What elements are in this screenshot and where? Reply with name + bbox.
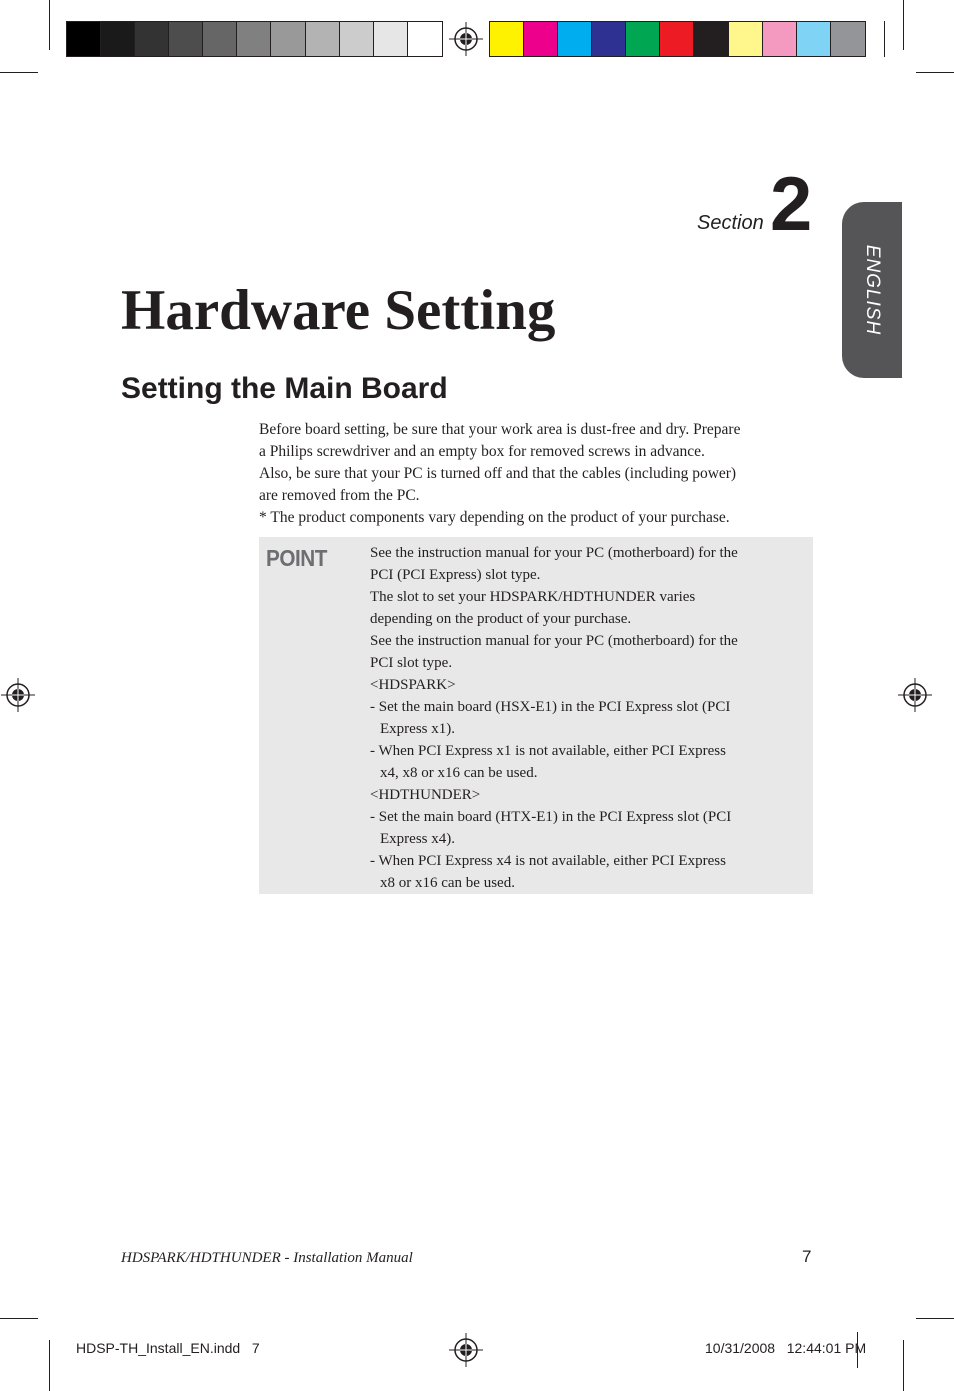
point-line: depending on the product of your purchase. [370, 611, 632, 627]
color-swatch [169, 22, 203, 56]
color-swatch [67, 22, 101, 56]
point-line: PCI slot type. [370, 655, 453, 671]
point-line: See the instruction manual for your PC (motherboard) for the [370, 633, 738, 649]
point-line: Express x4). [380, 831, 455, 847]
intro-line: Also, be sure that your PC is turned off and that the cables (including power) [259, 465, 737, 482]
color-swatch [490, 22, 524, 56]
color-swatch [694, 22, 728, 56]
side-tab-label: ENGLISH [862, 244, 883, 336]
crop-mark [0, 72, 38, 73]
language-side-tab [842, 202, 902, 378]
color-swatch [592, 22, 626, 56]
intro-line: are removed from the PC. [259, 487, 420, 504]
registration-mark-icon [449, 1333, 483, 1367]
point-line: - When PCI Express x4 is not available, either PCI Express [370, 853, 726, 869]
intro-line: * The product components vary depending on the product of your purchase. [259, 509, 730, 526]
process-color-bar [489, 21, 866, 57]
section-word: Section [697, 212, 764, 234]
color-swatch [729, 22, 763, 56]
point-line: PCI (PCI Express) slot type. [370, 567, 541, 583]
crop-mark [916, 1318, 954, 1319]
color-swatch [660, 22, 694, 56]
point-line: x4, x8 or x16 can be used. [380, 765, 538, 781]
crop-mark [0, 1318, 38, 1319]
color-swatch [558, 22, 592, 56]
color-swatch [763, 22, 797, 56]
color-swatch [306, 22, 340, 56]
color-swatch [203, 22, 237, 56]
page-number: 7 [802, 1247, 812, 1266]
point-line: x8 or x16 can be used. [380, 875, 515, 891]
color-swatch [524, 22, 558, 56]
color-swatch [135, 22, 169, 56]
point-label: POINT [266, 545, 328, 571]
crop-mark [903, 0, 904, 50]
footer-manual-title: HDSPARK/HDTHUNDER - Installation Manual [121, 1250, 413, 1266]
color-swatch [271, 22, 305, 56]
color-swatch [101, 22, 135, 56]
color-swatch [408, 22, 442, 56]
registration-mark-icon [449, 22, 483, 56]
crop-mark [903, 1340, 904, 1391]
intro-line: a Philips screwdriver and an empty box for removed screws in advance. [259, 443, 705, 460]
grayscale-color-bar [66, 21, 443, 57]
color-swatch [374, 22, 408, 56]
crop-mark [49, 1340, 50, 1391]
intro-line: Before board setting, be sure that your work area is dust-free and dry. Prepare [259, 421, 741, 438]
color-swatch [626, 22, 660, 56]
point-text [370, 542, 810, 894]
crop-mark [916, 72, 954, 73]
crop-mark [49, 0, 50, 50]
section-number: 2 [770, 162, 813, 247]
registration-mark-icon [1, 678, 35, 712]
point-line: - Set the main board (HSX-E1) in the PCI Express slot (PCI [370, 699, 731, 715]
point-line: The slot to set your HDSPARK/HDTHUNDER varies [370, 589, 696, 605]
color-swatch [831, 22, 865, 56]
point-line: - Set the main board (HTX-E1) in the PCI Express slot (PCI [370, 809, 732, 825]
slug-file-name: HDSP-TH_Install_EN.indd 7 [76, 1340, 260, 1356]
point-note-box [259, 537, 813, 894]
section-subtitle: Setting the Main Board [121, 372, 448, 405]
color-swatch [340, 22, 374, 56]
point-line: <HDSPARK> [370, 677, 456, 693]
point-line: <HDTHUNDER> [370, 787, 481, 803]
color-swatch [797, 22, 831, 56]
page-title: Hardware Setting [121, 279, 556, 342]
point-line: - When PCI Express x1 is not available, either PCI Express [370, 743, 726, 759]
registration-mark-icon [898, 678, 932, 712]
slug-timestamp: 10/31/2008 12:44:01 PM [705, 1340, 867, 1356]
point-line: Express x1). [380, 721, 455, 737]
point-line: See the instruction manual for your PC (motherboard) for the [370, 545, 738, 561]
crop-mark [884, 21, 885, 57]
intro-paragraph [259, 419, 815, 529]
color-swatch [237, 22, 271, 56]
